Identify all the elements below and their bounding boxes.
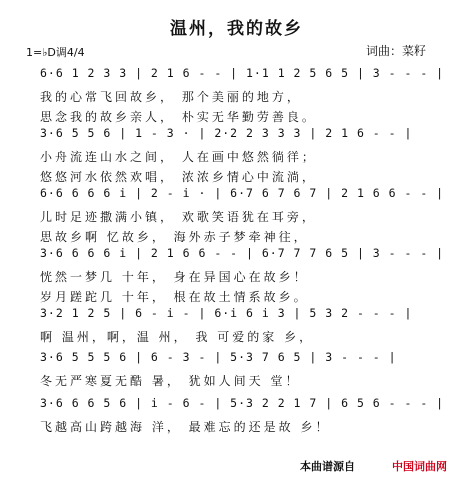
notation-row: 3·6 6 6 6 i | 2 1 6 6 - - | 6·7 7 7 6 5 | 3 - - - | [40,246,445,260]
notation-row: 3·6 5 5 5 6 | 6 - 3 - | 5·3 7 6 5 | 3 - - - | [40,350,397,364]
composer-credit: 词曲：菜籽 [366,44,427,58]
song-title: 温州，我的故乡 [170,19,303,39]
lyric-verse-1: 恍然一梦几 十年， 身在异国心在故乡！ [40,270,309,284]
score-line-2 [0,126,475,186]
score-line-7 [0,396,475,436]
lyric-verse-1: 小舟流连山水之间， 人在画中悠然徜徉； [40,150,317,164]
score-line-6 [0,350,475,390]
score-line-4 [0,246,475,306]
lyric-verse-1: 啊 温州，啊，温 州， 我 可爱的家 乡， [40,330,315,344]
score-line-3 [0,186,475,246]
lyric-verse-2: 思念我的故乡亲人， 朴实无华勤劳善良。 [40,110,317,124]
notation-row: 6·6 1 2 3 3 | 2 1 6 - - | 1·1 1 2 5 6 5 | 3 - - - | [40,66,445,80]
lyric-verse-1: 我的心常飞回故乡， 那个美丽的地方， [40,90,302,104]
key-signature: 1=♭D调4/4 [26,46,85,59]
source-caption: 本曲谱源自 [300,460,355,473]
notation-row: 3·6 5 5 6 | 1 - 3 · | 2·2 2 3 3 3 | 2 1 6 - - | [40,126,413,140]
lyric-verse-1: 冬无严寒夏无酷 暑， 犹如人间天 堂！ [40,374,301,388]
score-line-5 [0,306,475,346]
lyric-verse-1: 儿时足迹撒满小镇， 欢歌笑语犹在耳旁， [40,210,317,224]
source-site-link[interactable]: 中国词曲网 [392,460,447,473]
notation-row: 3·6 6 6 5 6 | i - 6 - | 5·3 2 2 1 7 | 6 5 6 - - - | [40,396,445,410]
score-line-1 [0,66,475,126]
lyric-verse-2: 思故乡啊 忆故乡， 海外赤子梦牵神往， [40,230,309,244]
lyric-verse-1: 飞越高山跨越海 洋， 最难忘的还是故 乡！ [40,420,331,434]
lyric-verse-2: 悠悠河水依然欢唱， 浓浓乡情心中流淌， [40,170,317,184]
notation-row: 6·6 6 6 6 i | 2 - i · | 6·7 6 7 6 7 | 2 1 6 6 - - | [40,186,445,200]
notation-row: 3·2 1 2 5 | 6 - i - | 6·i 6 i 3 | 5 3 2 - - - | [40,306,413,320]
lyric-verse-2: 岁月蹉跎几 十年， 根在故土情系故乡。 [40,290,309,304]
